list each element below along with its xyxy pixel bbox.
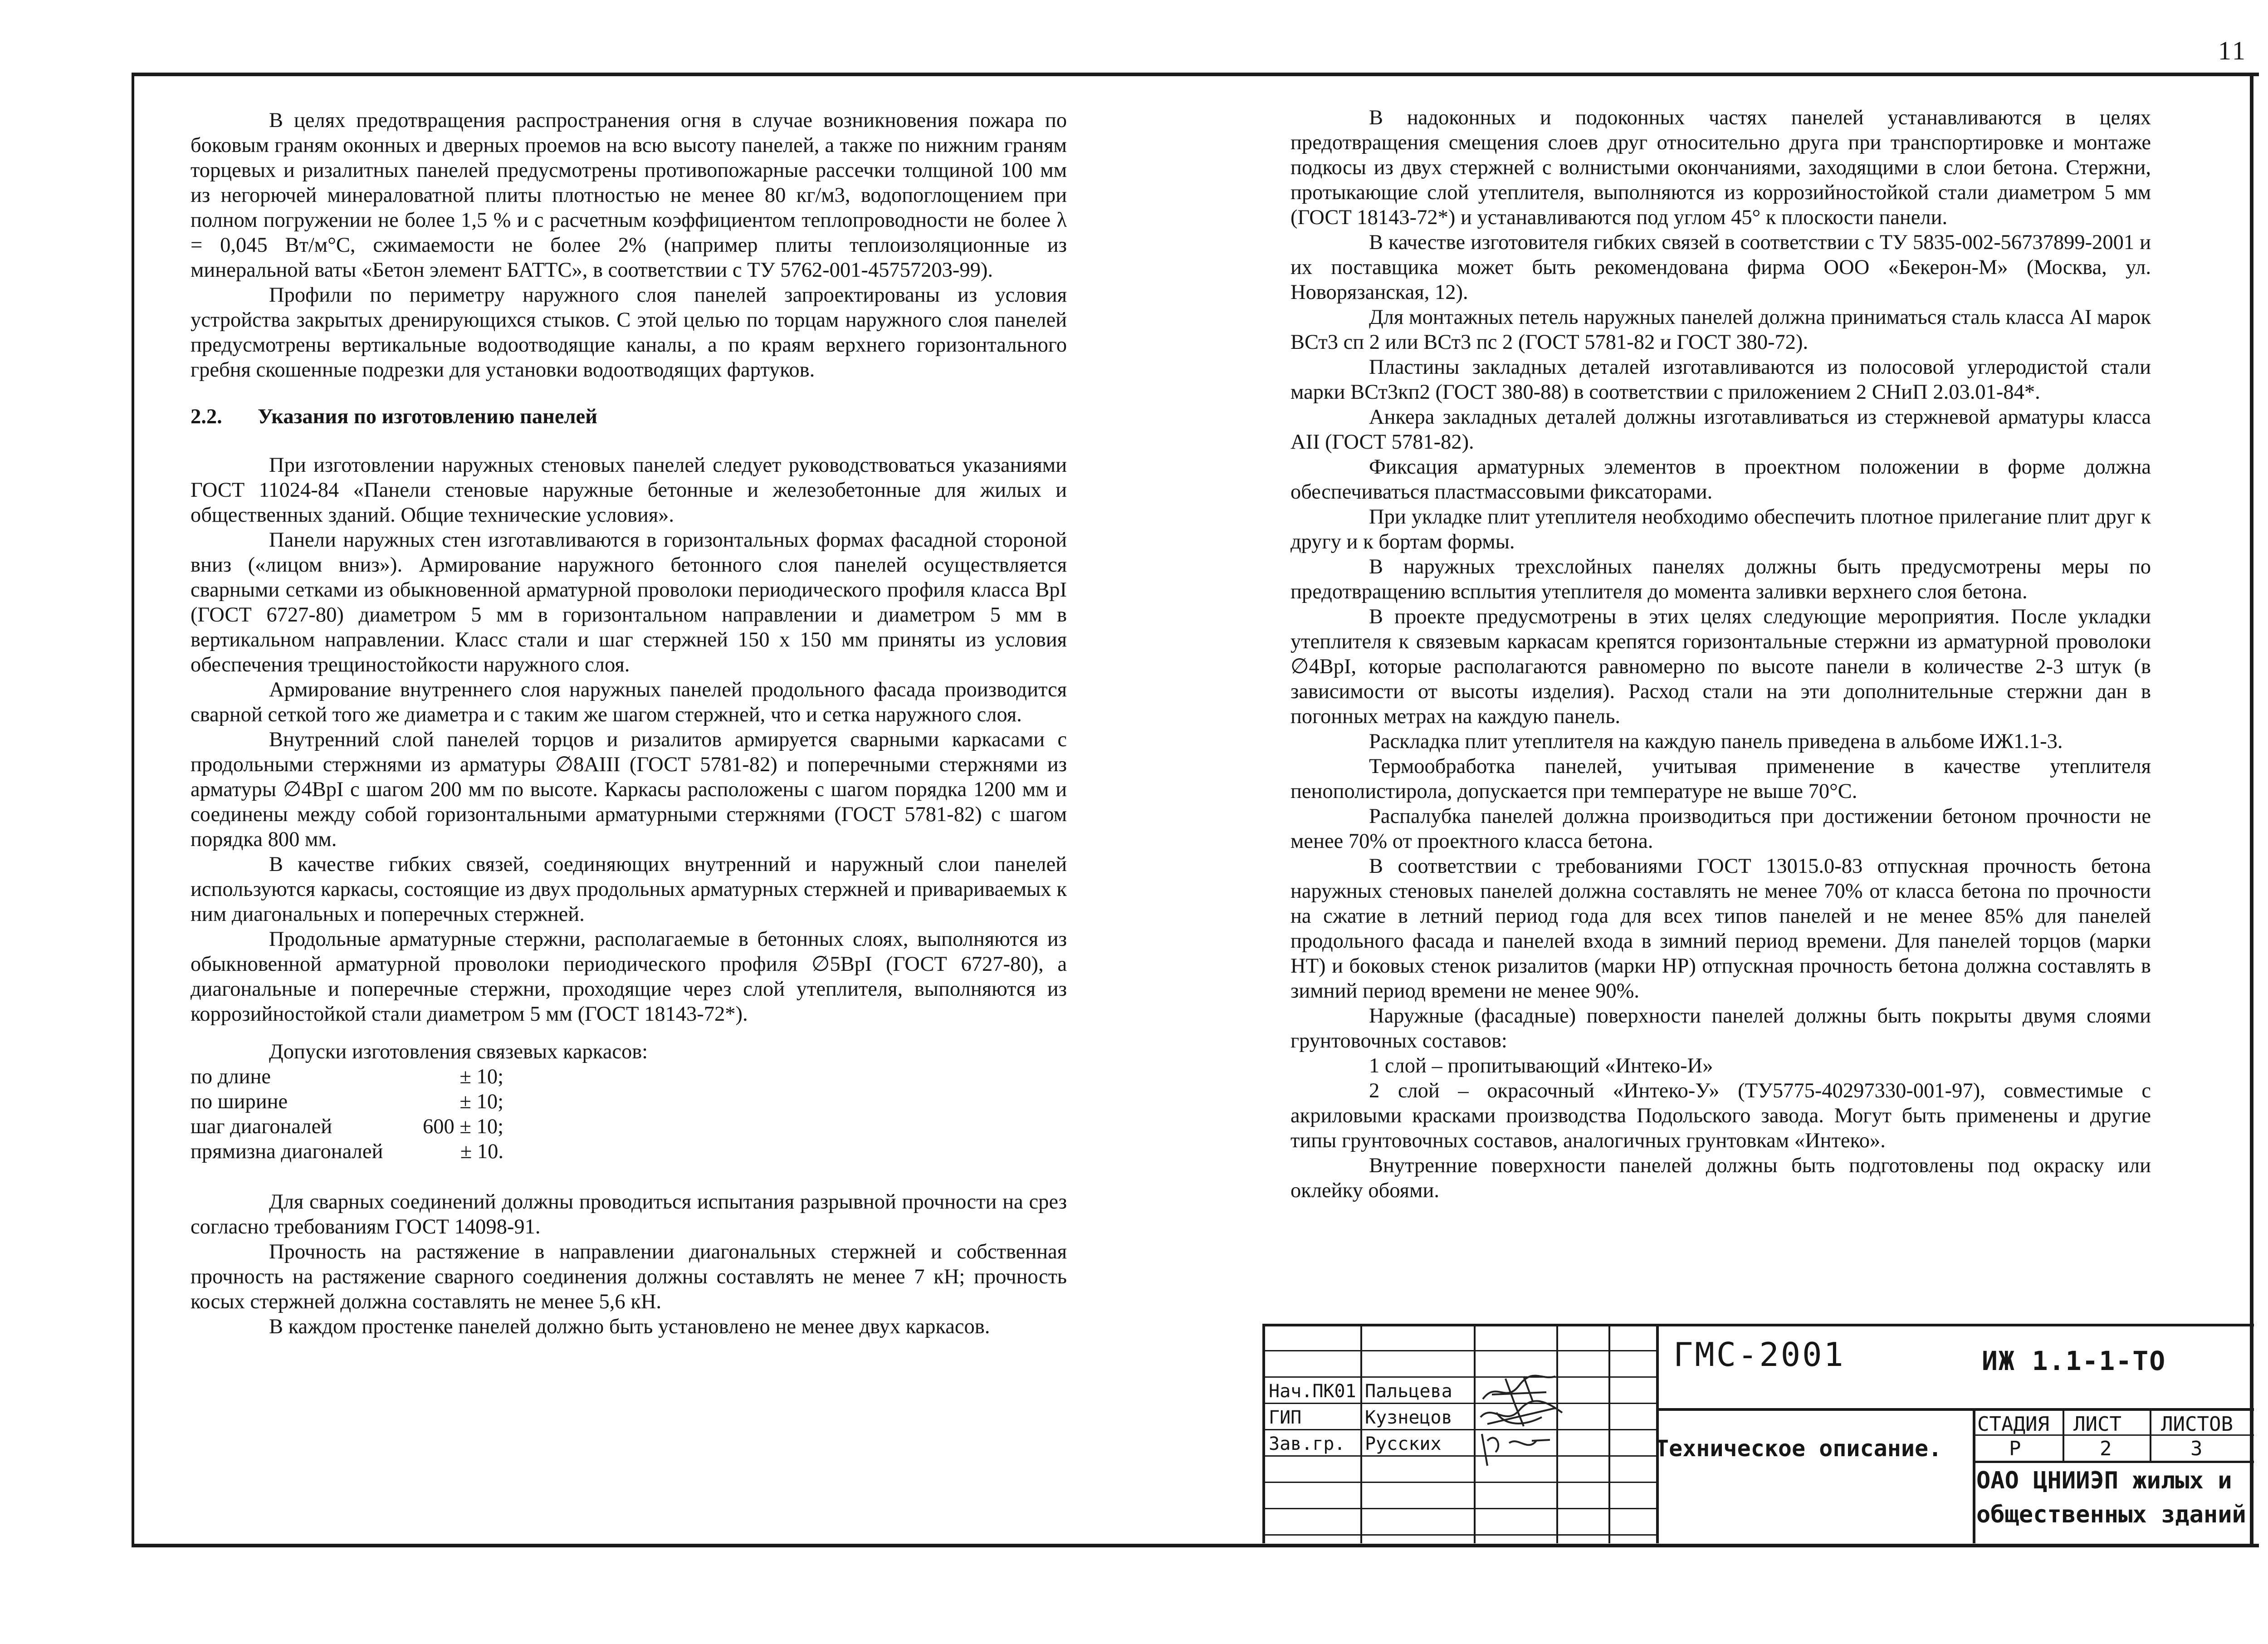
grid-line [1265,1350,1656,1351]
sheet-header: ЛИСТ [2073,1413,2121,1436]
left-text-column [191,108,1067,1339]
paragraph: Анкера закладных деталей должны изготавливаться из стержневой арматуры класса АII (ГОСТ 5781-82). [1290,406,2151,454]
paragraph: Панели наружных стен изготавливаются в горизонтальных формах фасадной стороной вниз («лицом вниз»). Армирование наружного бетонного слоя панелей осуществляется сварными сетками из обыкновенной арматурной проволоки периодического профиля класса ВрI (ГОСТ 6727-80) диаметром 5 мм в горизонтальном направлении и диаметром 5 мм в вертикальном направлении. Класс стали и шаг стержней 150 х 150 мм приняты из условия обеспечения трещиностойкости наружного слоя. [191,528,1067,676]
paragraph: Пластины закладных деталей изготавливаются из полосовой углеродистой стали марки ВСт3кп2 (ГОСТ 380-88) в соответствии с приложением 2 СНиП 2.03.01-84*. [1290,356,2151,404]
tolerance-name: по длине [191,1065,271,1088]
paragraph: В целях предотвращения распространения огня в случае возникновения пожара по боковым граням оконных и дверных проемов на всю высоту панелей, а также по нижним граням торцевых и ризалитных панелей предусмотрены противопожарные рассечки толщиной 100 мм из негорючей минераловатной плиты плотностью не менее 80 кг/м3, водопоглощением при полном погружении не более 1,5 % и с расчетным коэффициентом теплопроводности не более λ = 0,045 Вт/м°С, сжимаемости не более 2% (например плиты теплоизоляционные из минеральной ваты «Бетон элемент БАТТС», в соответствии с ТУ 5762-001-45757203-99). [191,109,1067,282]
grid-line [1265,1403,1656,1404]
stage-value: Р [2009,1437,2021,1460]
grid-line [2150,1408,2151,1461]
project-code: ГМС-2001 [1673,1336,1845,1374]
tolerance-value: ± 10. [460,1140,503,1163]
tolerance-value: 600 ± 10; [423,1115,503,1138]
tolerance-name: шаг диагоналей [191,1115,332,1138]
person-name: Кузнецов [1365,1407,1452,1428]
grid-line [1608,1326,1610,1543]
paragraph: Внутренние поверхности панелей должны быть подготовлены под окраску или оклейку обоями. [1290,1154,2151,1202]
right-text-column [1290,105,2151,1203]
organization-line-2: общественных зданий [1976,1501,2246,1528]
tolerance-title: Допуски изготовления связевых каркасов: [269,1040,648,1063]
grid-line [1973,1408,1975,1543]
person-name: Пальцева [1365,1381,1452,1402]
paragraph: Раскладка плит утеплителя на каждую панель приведена в альбоме ИЖ1.1-3. [1369,730,2063,753]
tolerance-row [191,1064,1067,1089]
document-title: Техническое описание. [1655,1435,1942,1462]
paragraph: При укладке плит утеплителя необходимо обеспечить плотное прилегание плит друг к другу и к бортам формы. [1290,505,2151,553]
paragraph: Армирование внутреннего слоя наружных панелей продольного фасада производится сварной сеткой того же диаметра и с таким же шагом стержней, что и сетка наружного слоя. [191,678,1067,726]
tolerance-name: прямизна диагоналей [191,1140,383,1163]
signature-russkikh [1477,1427,1554,1468]
paragraph: При изготовлении наружных стеновых панелей следует руководствоваться указаниями ГОСТ 11024-84 «Панели стеновые наружные бетонные и железобетонные для жилых и общественных зданий. Общие технические условия». [191,454,1067,527]
tolerance-list [191,1064,1067,1164]
grid-line [1265,1455,1656,1457]
tolerance-row [191,1139,1067,1164]
organization-line-1: ОАО ЦНИИЭП жилых и [1976,1467,2232,1494]
grid-line [1265,1376,1656,1378]
paragraph: Фиксация арматурных элементов в проектном положении в форме должна обеспечиваться пластмассовыми фиксаторами. [1290,455,2151,504]
paragraph: Для сварных соединений должны проводиться испытания разрывной прочности на срез согласно требованиям ГОСТ 14098-91. [191,1190,1067,1238]
paragraph: Наружные (фасадные) поверхности панелей должны быть покрыты двумя слоями грунтовочных составов: [1290,1004,2151,1052]
document-code: ИЖ 1.1-1-ТО [1982,1346,2166,1376]
grid-line [1556,1326,1558,1543]
grid-line [1265,1534,1656,1536]
role-label: Зав.гр. [1269,1434,1345,1454]
grid-line [1360,1326,1362,1543]
paragraph: В каждом простенке панелей должно быть установлено не менее двух каркасов. [269,1315,990,1338]
grid-line [1973,1461,2254,1463]
grid-line [1265,1508,1656,1509]
role-label: Нач.ПК01 [1269,1381,1356,1402]
signature-kuznetsov [1478,1399,1564,1431]
paragraph: Профили по периметру наружного слоя панелей запроектированы из условия устройства закрытых дренирующихся стыков. С этой целью по торцам наружного слоя панелей предусмотрены вертикальные водоотводящие каналы, а по краям верхнего горизонтального гребня скошенные подрезки для установки водоотводящих фартуков. [191,284,1067,382]
stage-header: СТАДИЯ [1977,1413,2049,1436]
section-number: 2.2. [191,405,222,428]
section-heading [191,404,1067,429]
grid-line [2063,1408,2064,1461]
paragraph: Термообработка панелей, учитывая применение в качестве утеплителя пенополистирола, допускается при температуре не выше 70°С. [1290,755,2151,803]
tolerance-name: по ширине [191,1090,288,1113]
grid-line [1474,1326,1476,1543]
paragraph: Прочность на растяжение в направлении диагональных стержней и собственная прочность на растяжение сварного соединения должны составлять не менее 7 кН; прочность косых стержней должна составлять не менее 5,6 кН. [191,1240,1067,1313]
paragraph: В соответствии с требованиями ГОСТ 13015.0-83 отпускная прочность бетона наружных стеновых панелей должна составлять не менее 70% от класса бетона по прочности на сжатие в летний период года для всех типов панелей и не менее 85% для панелей продольного фасада и панелей входа в зимний период времени. Для панелей торцов (марки НТ) и боковых стенок ризалитов (марки НР) отпускная прочность бетона должна составлять в зимний период времени не менее 90%. [1290,855,2151,1003]
grid-line [1656,1408,2254,1411]
paragraph: Для монтажных петель наружных панелей должна приниматься сталь класса АI марок ВСт3 сп 2 или ВСт3 пс 2 (ГОСТ 5781-82 и ГОСТ 380-72). [1290,306,2151,354]
person-name: Русских [1365,1434,1442,1454]
paragraph: В наружных трехслойных панелях должны быть предусмотрены меры по предотвращению всплытия утеплителя до момента заливки верхнего слоя бетона. [1290,555,2151,603]
tolerance-value: ± 10; [459,1065,503,1088]
grid-line [1265,1482,1656,1483]
page-number: 11 [2218,36,2247,65]
sheets-value: 3 [2190,1437,2203,1460]
title-block [1262,1324,2254,1543]
section-title: Указания по изготовлению панелей [258,405,597,428]
paragraph: Продольные арматурные стержни, располагаемые в бетонных слоях, выполняются из обыкновенной арматурной проволоки периодического профиля ∅5ВрI (ГОСТ 6727-80), а диагональные и поперечные стержни, проходящие через слой утеплителя, выполняются из коррозийностойкой стали диаметром 5 мм (ГОСТ 18143-72*). [191,928,1067,1026]
paragraph: В проекте предусмотрены в этих целях следующие мероприятия. После укладки утеплителя к связевым каркасам крепятся горизонтальные стержни из арматурной проволоки ∅4ВрI, которые располагаются равномерно по высоте панели в количестве 2-3 штук (в зависимости от высоты изделия). Расход стали на эти дополнительные стержни дан в погонных метрах на каждую панель. [1290,605,2151,728]
sheets-header: ЛИСТОВ [2161,1413,2233,1436]
paragraph: 2 слой – окрасочный «Интеко-У» (ТУ5775-40297330-001-97), совместимые с акриловыми красками производства Подольского завода. Могут быть применены и другие типы грунтовочных составов, аналогичных грунтовкам «Интеко». [1290,1079,2151,1152]
paragraph: В надоконных и подоконных частях панелей устанавливаются в целях предотвращения смещения слоев друг относительно друга при транспортировке и монтаже подкосы из двух стержней с волнистыми окончаниями, заходящими в слои бетона. Стержни, протыкающие слой утеплителя, выполняются из коррозийностойкой стали диаметром 5 мм (ГОСТ 18143-72*) и устанавливаются под углом 45° к плоскости панели. [1290,106,2151,229]
grid-line [1265,1429,1656,1430]
tolerance-row [191,1089,1067,1114]
tolerance-row [191,1114,1067,1139]
paragraph: В качестве изготовителя гибких связей в соответствии с ТУ 5835-002-56737899-2001 и их поставщика может быть рекомендована фирма ООО «Бекерон-М» (Москва, ул. Новорязанская, 12). [1290,231,2151,304]
paragraph: В качестве гибких связей, соединяющих внутренний и наружный слои панелей используются каркасы, состоящие из двух продольных арматурных стержней и привариваемых к ним диагональных и поперечных стержней. [191,853,1067,926]
paragraph: Распалубка панелей должна производиться при достижении бетоном прочности не менее 70% от проектного класса бетона. [1290,805,2151,853]
grid-line [1656,1326,1659,1543]
paragraph: 1 слой – пропитывающий «Интеко-И» [1369,1054,1713,1077]
sheet-value: 2 [2100,1437,2112,1460]
tolerance-value: ± 10; [459,1090,503,1113]
paragraph: Внутренний слой панелей торцов и ризалитов армируется сварными каркасами с продольными стержнями из арматуры ∅8АIII (ГОСТ 5781-82) и поперечными стержнями из арматуры ∅4ВрI с шагом 200 мм по высоте. Каркасы расположены с шагом порядка 1200 мм и соединены между собой горизонтальными арматурными стержнями (ГОСТ 5781-82) с шагом порядка 800 мм. [191,728,1067,851]
role-label: ГИП [1269,1407,1302,1428]
